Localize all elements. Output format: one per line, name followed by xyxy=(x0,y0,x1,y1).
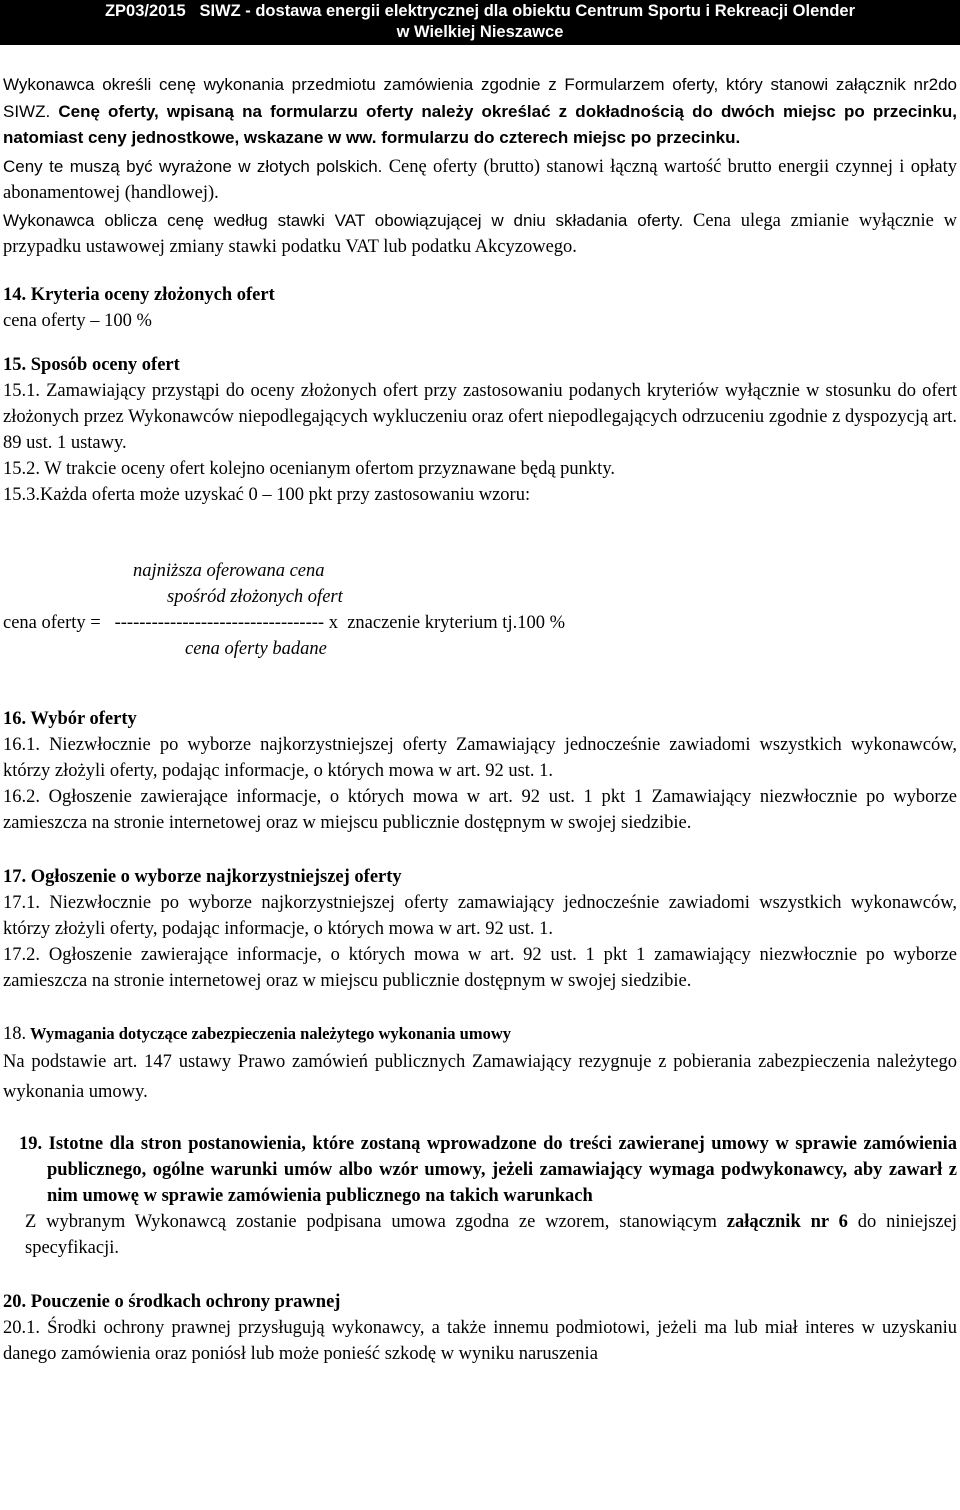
page-header xyxy=(0,0,960,45)
s18-paragraph-1: Na podstawie art. 147 ustawy Prawo zamówień publicznych Zamawiający rezygnuje z pobierania zabezpieczenia należytego wykonania umowy. xyxy=(3,1051,957,1102)
s18-title: 18. Wymagania dotyczące zabezpieczenia należytego wykonania umowy xyxy=(3,1023,511,1044)
s13-paragraph-1: Wykonawca określi cenę wykonania przedmiotu zamówienia zgodnie z Formularzem oferty, który stanowi załącznik nr2do SIWZ. Cenę oferty, wpisaną na formularzu oferty należy określać z dokładnością do dwóch miejsc po przecinku, natomiast ceny jednostkowe, wskazane w ww. formularzu do czterech miejsc po przecinku. xyxy=(3,75,957,147)
s17-paragraph-1: 17.1. Niezwłocznie po wyborze najkorzystniejszej oferty zamawiający jednocześnie zawiadomi wszystkich wykonawców, którzy złożyli oferty, podając informacje, o których mowa w art. 92 ust. 1. xyxy=(3,892,957,939)
s17-title: 17. Ogłoszenie o wyborze najkorzystniejszej oferty xyxy=(3,866,402,887)
s13-paragraph-3: Wykonawca oblicza cenę według stawki VAT obowiązującej w dniu składania oferty. Cena ulega zmianie wyłącznie w przypadku ustawowej zmiany stawki podatku VAT lub podatku Akcyzowego. xyxy=(3,210,957,257)
s17-paragraph-2: 17.2. Ogłoszenie zawierające informacje, o których mowa w art. 92 ust. 1 pkt 1 zamawiający niezwłocznie po wyborze zamieszcza na stronie internetowej oraz w miejscu publicznie dostępnym w swojej siedzibie. xyxy=(3,944,957,991)
s15-paragraph-2: 15.2. W trakcie oceny ofert kolejno ocenianym ofertom przyznawane będą punkty. xyxy=(3,458,615,479)
s16-title: 16. Wybór oferty xyxy=(3,708,137,729)
formula-numerator-2: spośród złożonych ofert xyxy=(167,586,343,607)
document-content xyxy=(0,45,960,1367)
formula-denominator: cena oferty badane xyxy=(185,638,327,659)
s19-paragraph-1: Z wybranym Wykonawcą zostanie podpisana umowa zgodna ze wzorem, stanowiącym załącznik nr 6 do niniejszej specyfikacji. xyxy=(25,1211,957,1258)
s14-line: cena oferty – 100 % xyxy=(3,310,152,331)
s15-title: 15. Sposób oceny ofert xyxy=(3,354,180,375)
s19-title: 19. Istotne dla stron postanowienia, które zostaną wprowadzone do treści zawieranej umowy w sprawie zamówienia publicznego, ogólne warunki umów albo wzór umowy, jeżeli zamawiający wymaga podwykonawcy, aby zawarł z nim umowę w sprawie zamówienia publicznego na takich warunkach xyxy=(19,1133,957,1206)
header-line-1: ZP03/2015 SIWZ - dostawa energii elektrycznej dla obiektu Centrum Sportu i Rekreacji Olender xyxy=(104,2,856,20)
header-line-2: w Wielkiej Nieszawce xyxy=(396,23,564,41)
s15-paragraph-3: 15.3.Każda oferta może uzyskać 0 – 100 pkt przy zastosowaniu wzoru: xyxy=(3,484,531,505)
score-formula xyxy=(3,558,957,662)
s16-paragraph-2: 16.2. Ogłoszenie zawierające informacje, o których mowa w art. 92 ust. 1 pkt 1 Zamawiający niezwłocznie po wyborze zamieszcza na stronie internetowej oraz w miejscu publicznie dostępnym w swojej siedzibie. xyxy=(3,786,957,833)
s20-title: 20. Pouczenie o środkach ochrony prawnej xyxy=(3,1291,341,1312)
s20-paragraph-1: 20.1. Środki ochrony prawnej przysługują wykonawcy, a także innemu podmiotowi, jeżeli ma lub miał interes w uzyskaniu danego zamówienia oraz poniósł lub może ponieść szkodę w wyniku naruszenia xyxy=(3,1317,957,1364)
s14-title: 14. Kryteria oceny złożonych ofert xyxy=(3,284,275,305)
s16-paragraph-1: 16.1. Niezwłocznie po wyborze najkorzystniejszej oferty Zamawiający jednocześnie zawiadomi wszystkich wykonawców, którzy złożyli oferty, podając informacje, o których mowa w art. 92 ust. 1. xyxy=(3,734,957,781)
s15-paragraph-1: 15.1. Zamawiający przystąpi do oceny złożonych ofert przy zastosowaniu podanych kryteriów wyłącznie w stosunku do ofert złożonych przez Wykonawców niepodlegających wykluczeniu oraz ofert niepodlegających odrzuceniu zgodnie z dyspozycją art. 89 ust. 1 ustawy. xyxy=(3,380,957,453)
formula-main-line: cena oferty = ---------------------------------- x znaczenie kryterium tj.100 % xyxy=(3,612,566,633)
formula-numerator-1: najniższa oferowana cena xyxy=(133,560,325,581)
s13-paragraph-2: Ceny te muszą być wyrażone w złotych polskich. Cenę oferty (brutto) stanowi łączną wartość brutto energii czynnej i opłaty abonamentowej (handlowej). xyxy=(3,156,957,203)
